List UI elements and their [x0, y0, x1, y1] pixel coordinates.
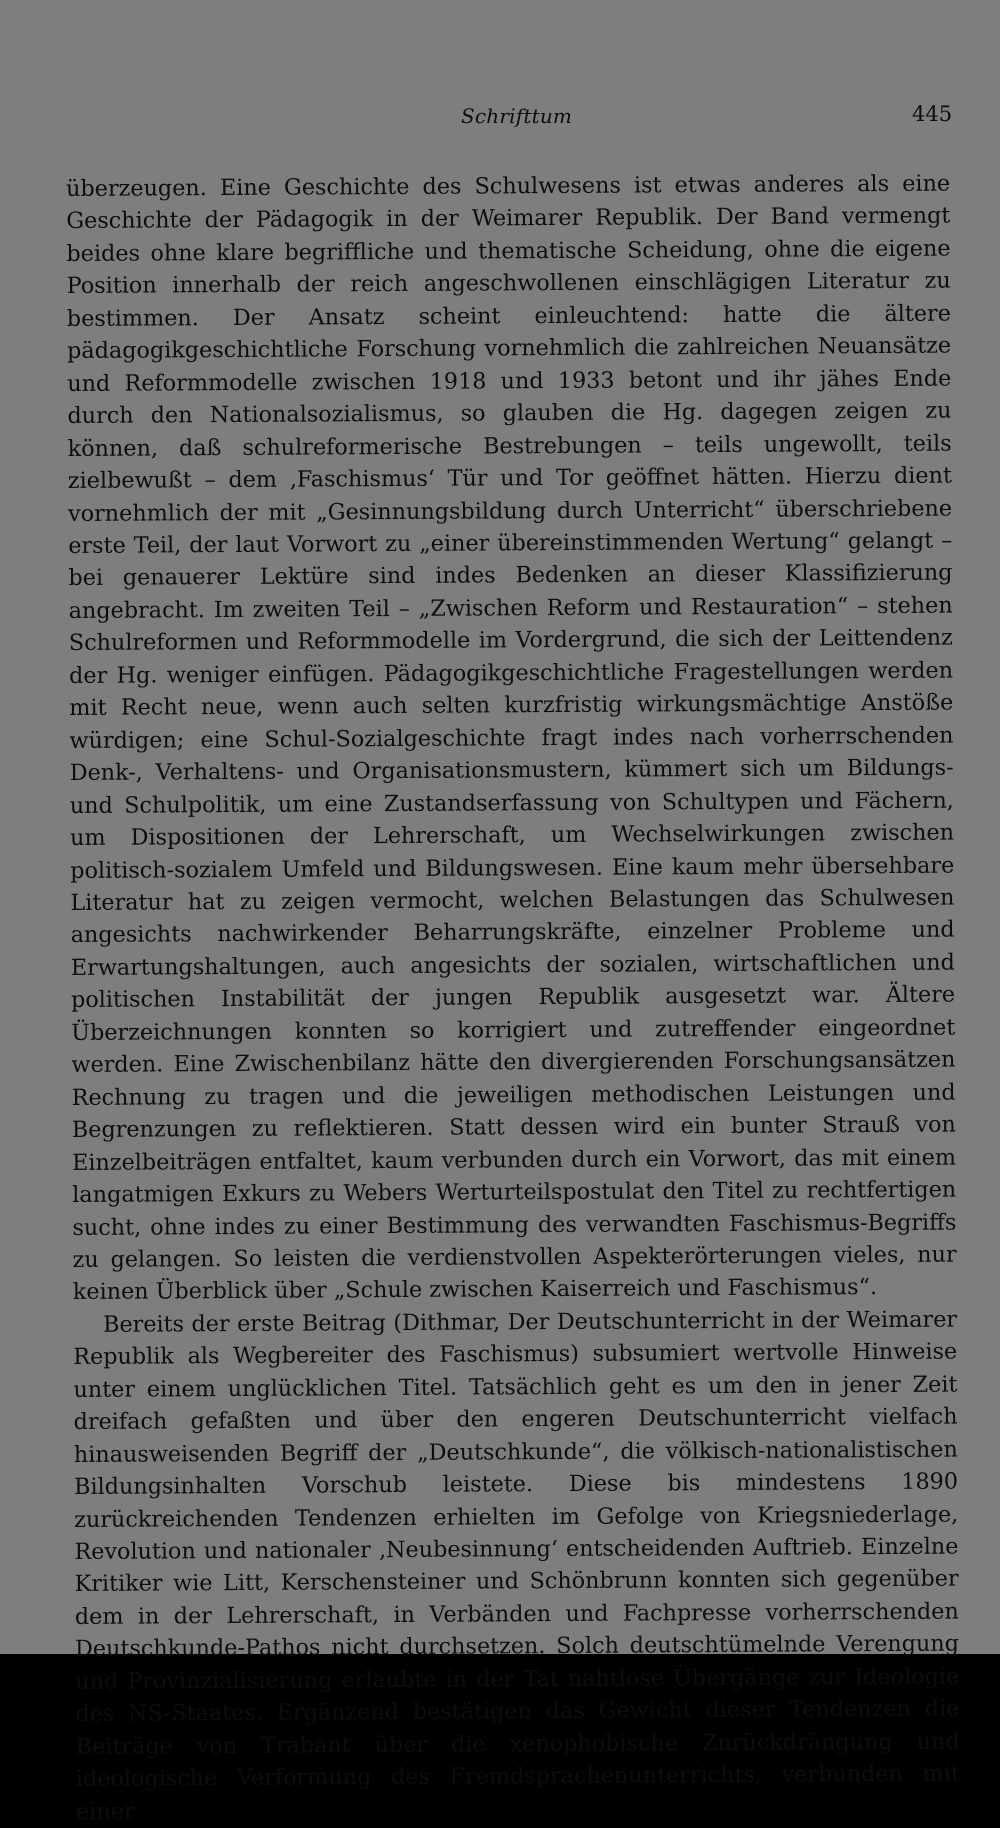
running-title: Schrifttum — [461, 104, 573, 128]
running-head — [0, 104, 1000, 134]
paragraph: Bereits der erste Beitrag (Dithmar, Der Deutschunterricht in der Weimarer Republik als Wegbereiter des Faschismus) subsumiert wertvolle Hinweise unter einem unglücklichen Titel. Tatsächlich geht es um den in jener Zeit dreifach gefaßten und über den engeren Deutschunterricht vielfach hinausweisenden Begriff der „Deutschkunde“, die völkisch-nationalistischen Bildungsinhalten Vorschub leistete. Diese bis mindestens 1890 zurückreichenden Tendenzen erhielten im Gefolge von Kriegsniederlage, Revolution und nationaler ‚Neubesinnung‘ entscheidenden Auftrieb. Einzelne Kritiker wie Litt, Kerschensteiner und Schönbrunn konnten sich gegenüber dem in der Lehrerschaft, in Verbänden und Fachpresse vorherrschenden Deutschkunde-Pathos nicht durchsetzen. Solch deutschtümelnde Verengung und Provinzialisierung erlaubte in der Tat nahtlose Übergänge zur Ideologie des NS-Staates. Ergänzend bestätigen das Gewicht dieser Tendenzen die Beiträge von Trabant über die xenophobische Zurückdrängung und ideologische Verformung des Fremdsprachenunterrichts, verbunden mit einer — [73, 1306, 960, 1825]
page-number: 445 — [912, 102, 953, 126]
paragraph: überzeugen. Eine Geschichte des Schulwesens ist etwas anderes als eine Geschichte der Pädagogik in der Weimarer Republik. Der Band vermengt beides ohne klare begriffliche und thematische Scheidung, ohne die eigene Position innerhalb der reich angeschwollenen einschlägigen Literatur zu bestimmen. Der Ansatz scheint einleuchtend: hatte die ältere pädagogikgeschichtliche Forschung vornehmlich die zahlreichen Neuansätze und Reformmodelle zwischen 1918 und 1933 betont und ihr jähes Ende durch den Nationalsozialismus, so glauben die Hg. dagegen zeigen zu können, daß schulreformerische Bestrebungen – teils ungewollt, teils zielbewußt – dem ‚Faschismus‘ Tür und Tor geöffnet hätten. Hierzu dient vornehmlich der mit „Gesinnungsbildung durch Unterricht“ überschriebene erste Teil, der laut Vorwort zu „einer übereinstimmenden Wertung“ gelangt – bei genauerer Lektüre sind indes Bedenken an dieser Klassifizierung angebracht. Im zweiten Teil – „Zwischen Reform und Restauration“ – stehen Schulreformen und Reformmodelle im Vordergrund, die sich der Leittendenz der Hg. weniger einfügen. Pädagogikgeschichtliche Fragestellungen werden mit Recht neue, wenn auch selten kurzfristig wirkungsmächtige Anstöße würdigen; eine Schul-Sozialgeschichte fragt indes nach vorherrschenden Denk-, Verhaltens- und Organisationsmustern, kümmert sich um Bildungs- und Schulpolitik, um eine Zustandserfassung von Schultypen und Fächern, um Dispositionen der Lehrerschaft, um Wechselwirkungen zwischen politisch-sozialem Umfeld und Bildungswesen. Eine kaum mehr übersehbare Literatur hat zu zeigen vermocht, welchen Belastungen das Schulwesen angesichts nachwirkender Beharrungskräfte, einzelner Probleme und Erwartungshaltungen, auch angesichts der sozialen, wirtschaftlichen und politischen Instabilität der jungen Republik ausgesetzt war. Ältere Überzeichnungen konnten so korrigiert und zutreffender eingeordnet werden. Eine Zwischenbilanz hätte den divergierenden Forschungsansätzen Rechnung zu tragen und die jeweiligen methodischen Leistungen und Begrenzungen zu reflektieren. Statt dessen wird ein bunter Strauß von Einzelbeiträgen entfaltet, kaum verbunden durch ein Vorwort, das mit einem langatmigen Exkurs zu Webers Werturteilspostulat den Titel zu rechtfertigen sucht, ohne indes zu einer Bestimmung des verwandten Faschismus-Begriffs zu gelangen. So leisten die verdienstvollen Aspekterörterungen vieles, nur keinen Überblick über „Schule zwischen Kaiserreich und Faschismus“. — [66, 170, 957, 1306]
body-text — [66, 168, 960, 1828]
